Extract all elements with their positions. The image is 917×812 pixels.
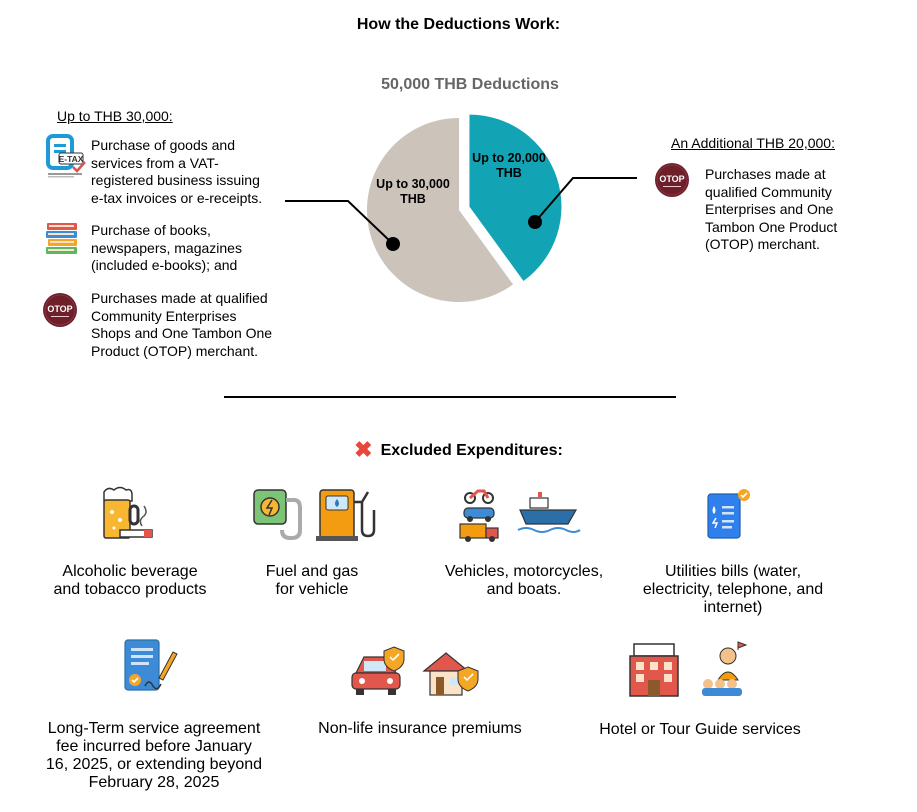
text-line: Vehicles, motorcycles, bbox=[444, 563, 604, 580]
text-line: Long-Term service agreement bbox=[47, 720, 261, 737]
text-line: Product (OTOP) merchant. bbox=[91, 342, 259, 359]
otop-logo-text: OTOP bbox=[47, 304, 73, 314]
text-line: Fuel and gas bbox=[265, 563, 359, 580]
left-item-otop-text bbox=[91, 290, 291, 360]
pie-slice-label-part: Up to 30,000 THB bbox=[376, 177, 450, 206]
excluded-item-caption bbox=[424, 563, 624, 599]
text-line: registered business issuing bbox=[91, 172, 260, 188]
text-line: Utilities bills (water, bbox=[664, 563, 802, 580]
section-divider bbox=[224, 396, 676, 398]
e-tax-receipt-icon bbox=[45, 135, 87, 179]
beer-cigarette-icon bbox=[98, 486, 154, 542]
otop-logo-text: OTOP bbox=[659, 174, 685, 184]
text-line: Alcoholic beverage bbox=[62, 563, 198, 580]
text-line: (OTOP) merchant. bbox=[705, 236, 820, 252]
text-line: Purchase of goods and bbox=[91, 137, 235, 153]
text-line: services from a VAT- bbox=[91, 154, 219, 171]
right-section-heading: An Additional THB 20,000: bbox=[671, 135, 835, 151]
text-line: Tambon One Product bbox=[705, 218, 838, 235]
text-line: February 28, 2025 bbox=[88, 774, 220, 791]
excluded-heading bbox=[0, 437, 917, 463]
text-line: fee incurred before January bbox=[56, 738, 252, 755]
hotel-guide-icon bbox=[628, 640, 754, 698]
excluded-item-caption bbox=[30, 720, 278, 792]
e-tax-logo-text: E-TAX bbox=[58, 154, 84, 164]
vehicles-boat-icon bbox=[458, 486, 582, 542]
excluded-item-caption bbox=[30, 563, 230, 599]
pie-slice-label-part: Up to 20,000 THB bbox=[472, 151, 546, 180]
text-line: Purchases made at bbox=[705, 166, 826, 182]
text-line: Purchases made at qualified bbox=[91, 290, 268, 306]
pie-slice-label bbox=[372, 177, 454, 207]
text-line: Shops and One Tambon One bbox=[91, 325, 273, 341]
right-item-otop-text bbox=[705, 166, 842, 254]
utility-bill-icon bbox=[704, 486, 752, 542]
text-line: e-tax invoices or e-receipts. bbox=[91, 189, 263, 206]
excluded-heading-text: Excluded Expenditures: bbox=[380, 442, 563, 459]
left-item-etax-text bbox=[91, 137, 281, 207]
text-line: newspapers, magazines bbox=[91, 239, 242, 256]
excluded-item-caption bbox=[300, 720, 540, 738]
text-line: 16, 2025, or extending beyond bbox=[45, 756, 263, 773]
text-line: (included e-books); and bbox=[91, 257, 238, 273]
contract-icon bbox=[121, 638, 179, 696]
text-line: Hotel or Tour Guide services bbox=[599, 721, 801, 738]
text-line: and boats. bbox=[486, 581, 562, 598]
text-line: Non-life insurance premiums bbox=[318, 720, 522, 737]
text-line: Enterprises and One bbox=[705, 201, 834, 217]
page-title: How the Deductions Work: bbox=[356, 16, 561, 33]
chart-title: 50,000 THB Deductions bbox=[381, 76, 559, 93]
left-section-heading: Up to THB 30,000: bbox=[57, 108, 173, 124]
books-icon bbox=[45, 222, 79, 254]
pie-slice-label bbox=[472, 151, 546, 181]
text-line: and tobacco products bbox=[53, 581, 207, 598]
text-line: Community Enterprises bbox=[91, 307, 237, 324]
text-line: for vehicle bbox=[275, 581, 349, 598]
left-item-books-text bbox=[91, 222, 281, 275]
insurance-icon bbox=[350, 645, 480, 699]
connector-dot-left bbox=[386, 237, 400, 251]
connector-dot-right bbox=[528, 215, 542, 229]
otop-logo bbox=[42, 292, 78, 328]
excluded-item-caption bbox=[580, 721, 820, 739]
text-line: electricity, telephone, and bbox=[642, 581, 824, 598]
text-line: internet) bbox=[703, 599, 763, 616]
red-x-icon: ✖ bbox=[354, 437, 373, 462]
text-line: qualified Community bbox=[705, 183, 832, 200]
otop-logo bbox=[654, 162, 690, 198]
fuel-pump-icon bbox=[252, 486, 382, 542]
excluded-item-caption bbox=[628, 563, 838, 617]
excluded-item-caption bbox=[232, 563, 392, 599]
text-line: Purchase of books, bbox=[91, 222, 211, 238]
